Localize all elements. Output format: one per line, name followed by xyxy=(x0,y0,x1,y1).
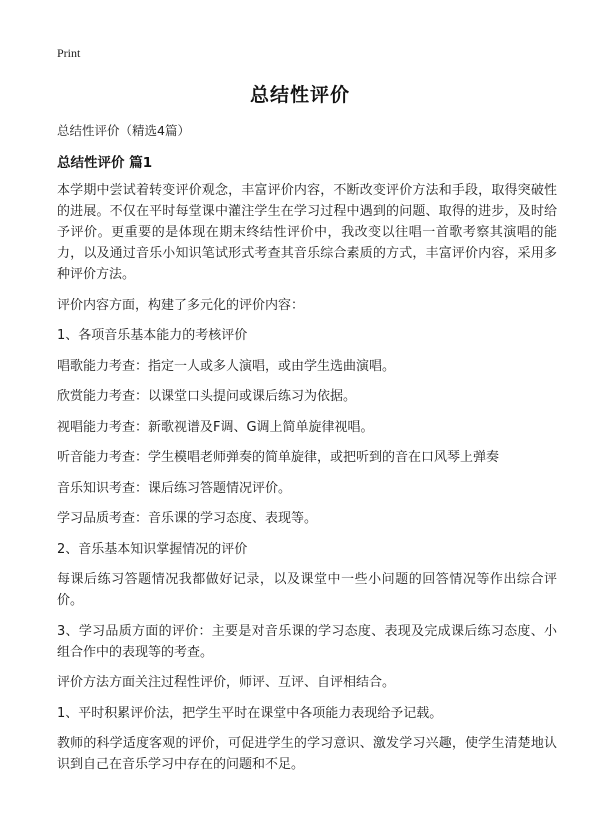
paragraph: 3、学习品质方面的评价：主要是对音乐课的学习态度、表现及完成课后练习态度、小组合作中的表现等的考查。 xyxy=(57,623,557,660)
paragraph: 唱歌能力考查：指定一人或多人演唱，或由学生选曲演唱。 xyxy=(57,358,396,374)
paragraph: 1、平时积累评价法，把学生平时在课堂中各项能力表现给予记载。 xyxy=(57,705,443,721)
document-subtitle: 总结性评价（精选4篇） xyxy=(57,123,190,138)
paragraph: 1、各项音乐基本能力的考核评价 xyxy=(57,328,248,343)
paragraph: 评价方法方面关注过程性评价，师评、互评、自评相结合。 xyxy=(57,675,396,690)
paragraph: 视唱能力考查：新歌视谱及F调、G调上简单旋律视唱。 xyxy=(57,419,374,435)
paragraph: 听音能力考查：学生模唱老师弹奏的简单旋律，或把听到的音在口风琴上弹奏 xyxy=(57,450,500,465)
paragraph: 音乐知识考查：课后练习答题情况评价。 xyxy=(57,480,292,496)
section-heading: 总结性评价 篇1 xyxy=(57,155,153,171)
print-link[interactable]: Print xyxy=(57,46,81,60)
paragraph: 欣赏能力考查：以课堂口头提问或课后练习为依据。 xyxy=(57,389,357,404)
paragraph: 2、音乐基本知识掌握情况的评价 xyxy=(57,541,248,557)
paragraph: 本学期中尝试着转变评价观念，丰富评价内容，不断改变评价方法和手段，取得突破性的进展。不仅在平时每堂课中灌注学生在学习过程中遇到的问题、取得的进步，及时给予评价。更重要的是体现在期末终结性评价中，我改变以往唱一首歌考察其演唱的能力，以及通过音乐小知识笔试形式考查其音乐综合素质的方式，丰富评价内容，采用多种评价方法。 xyxy=(57,183,557,282)
document-body xyxy=(57,180,557,785)
page-title: 总结性评价 xyxy=(249,84,350,106)
paragraph: 评价内容方面，构建了多元化的评价内容： xyxy=(57,297,305,313)
paragraph: 学习品质考查：音乐课的学习态度、表现等。 xyxy=(57,511,318,526)
paragraph: 教师的科学适度客观的评价，可促进学生的学习意识、激发学习兴趣，使学生清楚地认识到自己在音乐学习中存在的问题和不足。 xyxy=(57,736,557,772)
paragraph: 每课后练习答题情况我都做好记录，以及课堂中一些小问题的回答情况等作出综合评价。 xyxy=(57,572,557,608)
